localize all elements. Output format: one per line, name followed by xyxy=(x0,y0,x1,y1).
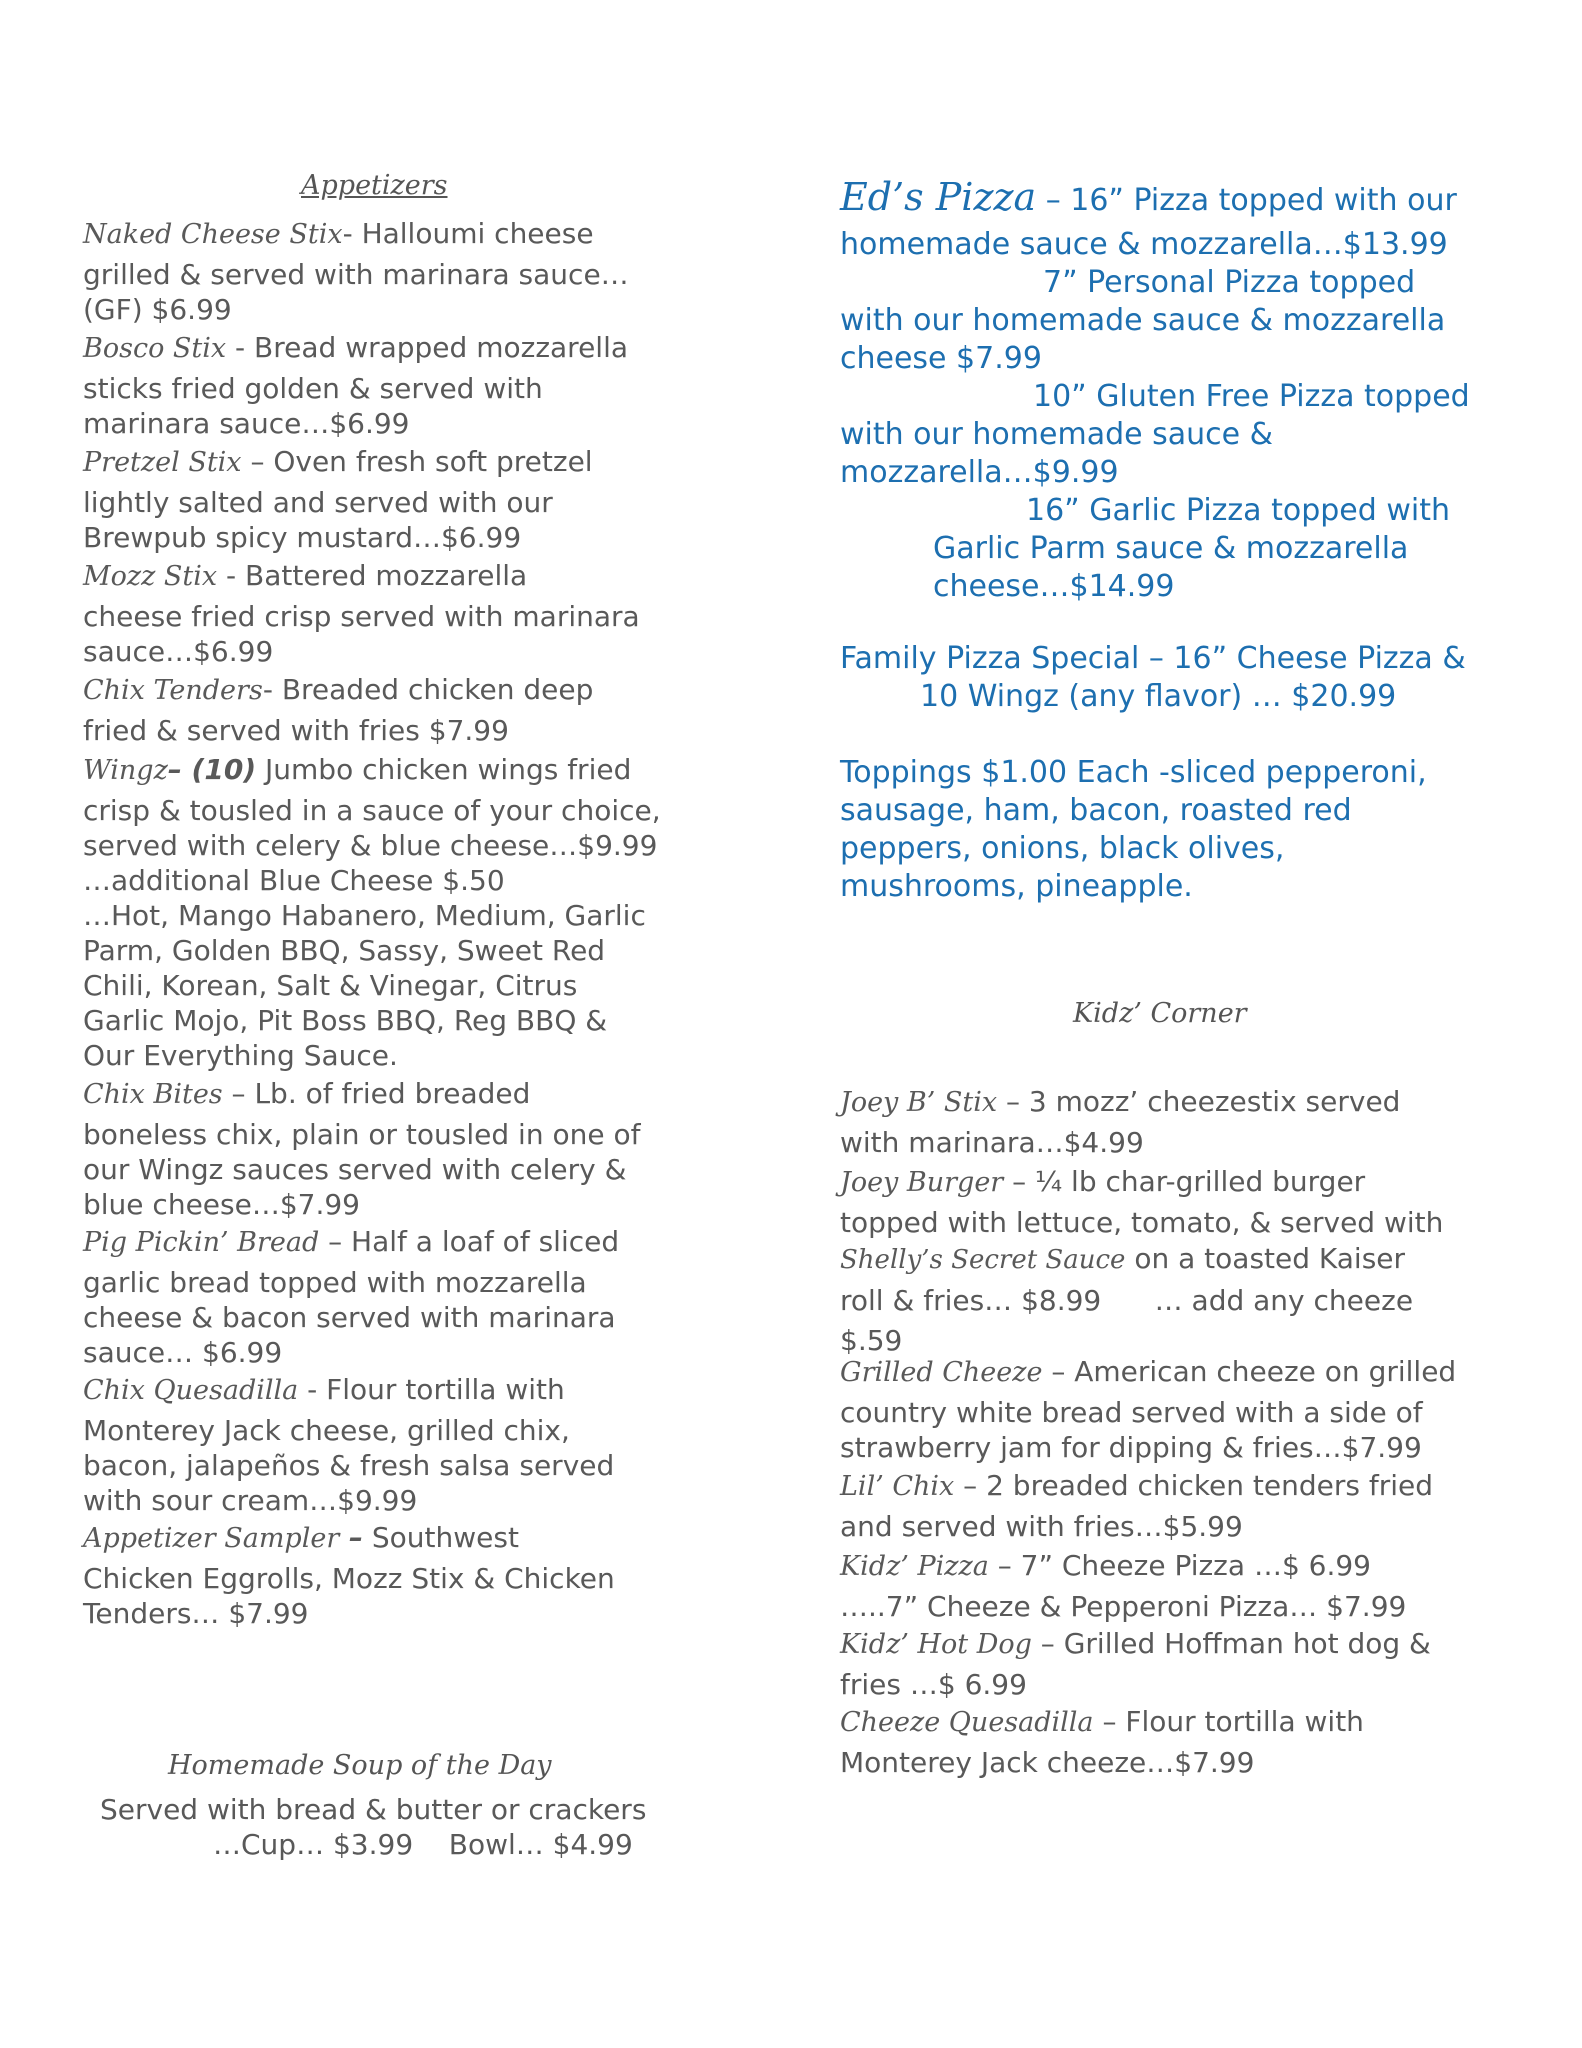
item-desc: …..7” Cheeze & Pepperoni Pizza… $7.99 xyxy=(840,1590,1407,1623)
toppings-desc: peppers, onions, black olives, xyxy=(840,831,1285,866)
item-desc: - Bread wrapped mozzarella xyxy=(226,331,629,364)
item-desc: …Hot, Mango Habanero, Medium, Garlic xyxy=(83,899,646,932)
item-desc: – 2 breaded chicken tenders fried xyxy=(954,1469,1434,1502)
item-desc: boneless chix, plain or tousled in one of xyxy=(83,1118,641,1151)
toppings-desc: mushrooms, pineapple. xyxy=(840,869,1193,904)
item-desc: – 7” Cheeze Pizza …$ 6.99 xyxy=(988,1549,1371,1582)
pizza-desc: cheese $7.99 xyxy=(840,341,1042,376)
pizza-name: Ed’s Pizza xyxy=(840,175,1037,219)
item-desc: country white bread served with a side of xyxy=(840,1396,1423,1429)
item-desc: and served with fries…$5.99 xyxy=(840,1510,1243,1543)
item-name: Wingz xyxy=(83,755,168,786)
item-desc: sauce…$6.99 xyxy=(83,635,274,668)
menu-item xyxy=(840,1160,1480,1358)
item-desc: …additional Blue Cheese $.50 xyxy=(83,864,505,897)
menu-item xyxy=(83,440,723,555)
item-desc: marinara sauce…$6.99 xyxy=(83,407,410,440)
item-desc: (GF) $6.99 xyxy=(83,293,232,326)
item-desc: Southwest xyxy=(362,1521,519,1554)
menu-item xyxy=(83,1220,723,1370)
item-desc: served with celery & blue cheese…$9.99 xyxy=(83,829,658,862)
item-desc: garlic bread topped with mozzarella xyxy=(83,1266,587,1299)
item-desc: on a toasted Kaiser xyxy=(1125,1242,1406,1275)
item-desc: our Wingz sauces served with celery & xyxy=(83,1153,627,1186)
menu-item xyxy=(83,554,723,669)
item-name: Bosco Stix xyxy=(83,333,227,364)
kidz-heading: Kidz’ Corner xyxy=(1073,998,1247,1029)
family-desc: 10 Wingz (any flavor) … $20.99 xyxy=(920,679,1397,714)
item-name: Appetizer Sampler xyxy=(83,1523,340,1554)
item-name: Lil’ Chix xyxy=(840,1471,955,1502)
item-desc: – Grilled Hoffman hot dog & xyxy=(1031,1627,1431,1660)
soup-line-1: Served with bread & butter or crackers xyxy=(100,1793,647,1826)
item-name: Pretzel Stix xyxy=(83,447,242,478)
toppings-desc: Toppings $1.00 Each -sliced pepperoni, xyxy=(840,755,1427,790)
item-desc: sauce… $6.99 xyxy=(83,1336,283,1369)
appetizers-heading: Appetizers xyxy=(301,170,448,201)
menu-item xyxy=(840,1700,1480,1780)
item-desc: cheese & bacon served with marinara xyxy=(83,1301,616,1334)
item-name: Pig Pickin’ Bread xyxy=(83,1227,320,1258)
item-desc: Monterey Jack cheeze…$7.99 xyxy=(840,1746,1255,1779)
pizza-desc: 10” Gluten Free Pizza topped xyxy=(1033,379,1470,414)
menu-item xyxy=(83,748,723,1073)
toppings-desc: sausage, ham, bacon, roasted red xyxy=(840,793,1352,828)
pizza-desc: 16” Garlic Pizza topped with xyxy=(1026,493,1450,528)
pizza-desc: Garlic Parm sauce & mozzarella xyxy=(933,531,1409,566)
item-desc: Brewpub spicy mustard…$6.99 xyxy=(83,521,522,554)
item-desc: Garlic Mojo, Pit Boss BBQ, Reg BBQ & xyxy=(83,1004,608,1037)
item-name: Joey B’ Stix xyxy=(840,1087,998,1118)
family-special xyxy=(840,640,1540,716)
item-desc: Our Everything Sauce. xyxy=(83,1039,398,1072)
pizza-desc: homemade sauce & mozzarella…$13.99 xyxy=(840,227,1448,262)
family-desc: Family Pizza Special – 16” Cheese Pizza & xyxy=(840,641,1466,676)
item-name: Mozz Stix xyxy=(83,561,218,592)
item-desc: sticks fried golden & served with xyxy=(83,372,543,405)
item-desc: topped with lettuce, tomato, & served with xyxy=(840,1206,1444,1239)
item-desc: – Oven fresh soft pretzel xyxy=(241,445,593,478)
pizza-desc: 7” Personal Pizza topped xyxy=(1043,265,1416,300)
soup-line-2: …Cup… $3.99 Bowl… $4.99 xyxy=(213,1828,633,1861)
item-desc: Jumbo chicken wings fried xyxy=(256,753,632,786)
menu-item xyxy=(83,212,723,327)
item-desc: fries …$ 6.99 xyxy=(840,1668,1027,1701)
pizza-desc: with our homemade sauce & mozzarella xyxy=(840,303,1446,338)
menu-item xyxy=(83,668,723,748)
item-desc: with sour cream…$9.99 xyxy=(83,1484,418,1517)
item-name: Chix Tenders xyxy=(83,675,263,706)
item-desc: $.59 xyxy=(840,1324,903,1357)
item-name: Chix Quesadilla xyxy=(83,1375,299,1406)
item-desc: with marinara…$4.99 xyxy=(840,1126,1144,1159)
soup-heading: Homemade Soup of the Day xyxy=(168,1750,552,1781)
item-desc: Tenders… $7.99 xyxy=(83,1597,309,1630)
item-desc: blue cheese…$7.99 xyxy=(83,1188,360,1221)
item-desc: – ¼ lb char-grilled burger xyxy=(1003,1165,1366,1198)
item-desc: Chili, Korean, Salt & Vinegar, Citrus xyxy=(83,969,578,1002)
item-desc: Monterey Jack cheese, grilled chix, xyxy=(83,1414,570,1447)
pizza-desc: – 16” Pizza topped with our xyxy=(1036,183,1457,218)
menu-item xyxy=(83,1368,723,1518)
item-name: Cheeze Quesadilla xyxy=(840,1707,1094,1738)
pizza-desc: mozzarella…$9.99 xyxy=(840,455,1119,490)
menu-item xyxy=(83,326,723,441)
item-desc: crisp & tousled in a sauce of your choice, xyxy=(83,794,661,827)
menu-item xyxy=(840,1622,1480,1702)
item-desc: - Battered mozzarella xyxy=(217,559,528,592)
pizza-section xyxy=(840,172,1540,606)
item-desc: - Flour tortilla with xyxy=(298,1373,565,1406)
item-desc: – Half a loaf of sliced xyxy=(319,1225,620,1258)
item-desc: strawberry jam for dipping & fries…$7.99 xyxy=(840,1431,1422,1464)
item-desc: grilled & served with marinara sauce… xyxy=(83,258,629,291)
toppings xyxy=(840,754,1540,906)
item-name: Kidz’ Pizza xyxy=(840,1551,989,1582)
item-desc: – 3 mozz’ cheezestix served xyxy=(997,1085,1401,1118)
pizza-desc: with our homemade sauce & xyxy=(840,417,1274,452)
sauce-name: Shelly’s Secret Sauce xyxy=(840,1245,1126,1275)
item-desc: roll & fries… $8.99 … add any cheeze xyxy=(840,1284,1414,1317)
item-desc: bacon, jalapeños & fresh salsa served xyxy=(83,1449,615,1482)
item-desc: - Halloumi cheese xyxy=(342,217,594,250)
menu-item xyxy=(840,1350,1480,1465)
item-desc: lightly salted and served with our xyxy=(83,486,553,519)
item-desc: fried & served with fries $7.99 xyxy=(83,714,509,747)
item-name: Joey Burger xyxy=(840,1167,1004,1198)
item-desc: – Flour tortilla with xyxy=(1093,1705,1364,1738)
item-desc: Parm, Golden BBQ, Sassy, Sweet Red xyxy=(83,934,606,967)
item-name: Chix Bites xyxy=(83,1079,223,1110)
item-desc: – American cheeze on grilled xyxy=(1042,1355,1457,1388)
item-desc: – Lb. of fried breaded xyxy=(222,1077,531,1110)
item-desc: - Breaded chicken deep xyxy=(262,673,594,706)
menu-item xyxy=(840,1464,1480,1544)
pizza-desc: cheese…$14.99 xyxy=(933,569,1175,604)
item-dash: – xyxy=(339,1521,363,1554)
menu-item xyxy=(83,1516,723,1631)
item-desc: cheese fried crisp served with marinara xyxy=(83,600,640,633)
item-name: Naked Cheese Stix xyxy=(83,219,343,250)
menu-item xyxy=(840,1544,1480,1624)
item-name: Kidz’ Hot Dog xyxy=(840,1629,1032,1660)
item-desc: Chicken Eggrolls, Mozz Stix & Chicken xyxy=(83,1562,615,1595)
item-count: – (10) xyxy=(167,753,257,786)
menu-item xyxy=(83,1072,723,1222)
menu-item xyxy=(840,1080,1480,1160)
item-name: Grilled Cheeze xyxy=(840,1357,1043,1388)
